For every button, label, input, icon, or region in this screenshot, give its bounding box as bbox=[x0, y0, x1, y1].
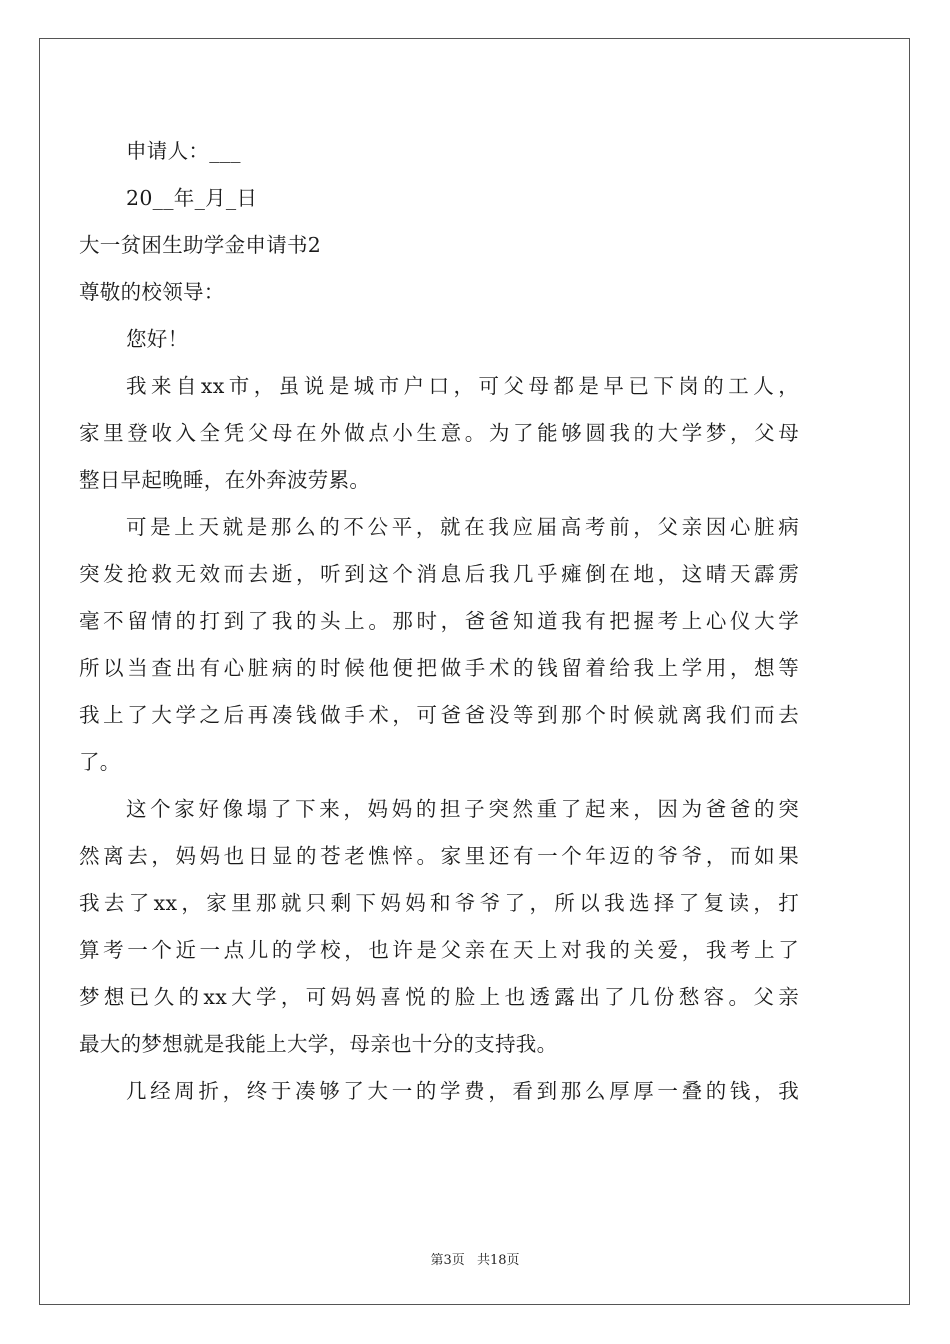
paragraph-line: 整日早起晚睡，在外奔波劳累。 bbox=[79, 468, 371, 492]
page-number: 第3页 bbox=[430, 1253, 465, 1268]
paragraph-line: 我去了xx，家里那就只剩下妈妈和爷爷了，所以我选择了复读，打 bbox=[79, 891, 799, 915]
paragraph-line: 了。 bbox=[79, 750, 121, 774]
salutation: 尊敬的校领导： bbox=[79, 280, 225, 304]
paragraph-line: 突发抢救无效而去逝，听到这个消息后我几乎瘫倒在地，这晴天霹雳 bbox=[79, 562, 799, 586]
page-total: 共18页 bbox=[476, 1253, 520, 1268]
paragraph-line: 所以当查出有心脏病的时候他便把做手术的钱留着给我上学用，想等 bbox=[79, 656, 799, 680]
paragraph-line: 毫不留情的打到了我的头上。那时，爸爸知道我有把握考上心仪大学 bbox=[79, 609, 799, 633]
paragraph-line: 家里登收入全凭父母在外做点小生意。为了能够圆我的大学梦，父母 bbox=[79, 421, 799, 445]
document-body bbox=[79, 128, 799, 1115]
paragraph-line: 最大的梦想就是我能上大学，母亲也十分的支持我。 bbox=[79, 1032, 558, 1056]
page-footer bbox=[0, 1249, 950, 1268]
date-line: 20__年_月_日 bbox=[126, 186, 258, 210]
paragraph-line: 可是上天就是那么的不公平，就在我应届高考前，父亲因心脏病 bbox=[126, 515, 799, 539]
paragraph-line: 几经周折，终于凑够了大一的学费，看到那么厚厚一叠的钱，我 bbox=[126, 1079, 799, 1103]
greeting: 您好！ bbox=[126, 327, 189, 351]
paragraph-line: 这个家好像塌了下来，妈妈的担子突然重了起来，因为爸爸的突 bbox=[126, 797, 799, 821]
paragraph-line: 然离去，妈妈也日显的苍老憔悴。家里还有一个年迈的爷爷，而如果 bbox=[79, 844, 799, 868]
paragraph-line: 我上了大学之后再凑钱做手术，可爸爸没等到那个时候就离我们而去 bbox=[79, 703, 799, 727]
paragraph-line: 我来自xx市，虽说是城市户口，可父母都是早已下岗的工人， bbox=[126, 374, 799, 398]
applicant-line: 申请人：___ bbox=[126, 139, 241, 163]
paragraph-line: 算考一个近一点儿的学校，也许是父亲在天上对我的关爱，我考上了 bbox=[79, 938, 799, 962]
document-title: 大一贫困生助学金申请书2 bbox=[79, 233, 322, 257]
paragraph-line: 梦想已久的xx大学，可妈妈喜悦的脸上也透露出了几份愁容。父亲 bbox=[79, 985, 799, 1009]
